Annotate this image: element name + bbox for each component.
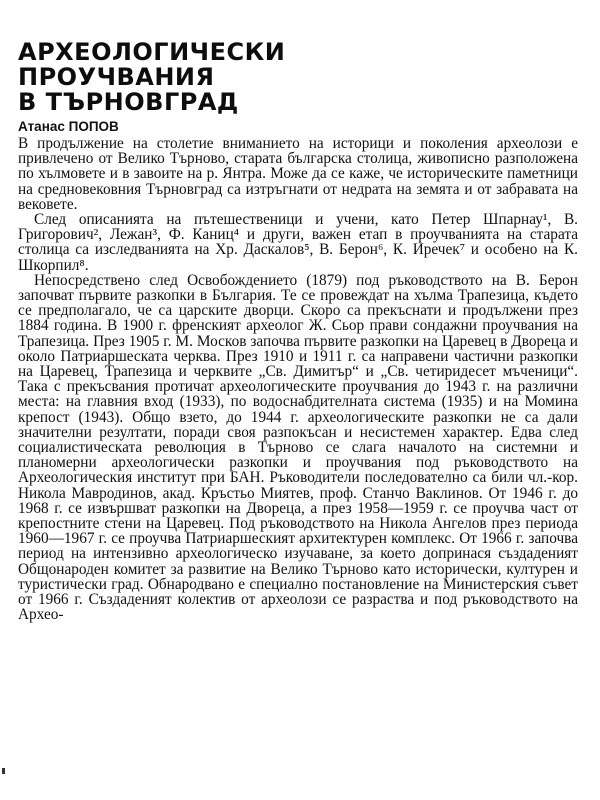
article — [18, 40, 578, 623]
title-line-2: ПРОУЧВАНИЯ — [18, 63, 215, 91]
paragraph-excavations: Непосредствено след Освобождението (1879) под ръководството на В. Берон започват първите разкопки в България. Те се провеждат на хълма Трапезица, където се предполагало, че са царските дворци. Скоро са прекъснати и продължени през 1884 година. В 1900 г. френският археолог Ж. Сьор прави сондажни проучвания на Трапезица. През 1905 г. М. Москов започва първите разкопки на Царевец в Двореца и около Патриаршеската черква. През 1910 и 1911 г. са направени частични разкопки на Царевец, Трапезица и черквите „Св. Димитър“ и „Св. четиридесет мъченици“. Така с прекъсвания протичат археологическите проучвания до 1943 г. на различни места: на главния вход (1933), по водоснабдителната система (1935) и на Момина крепост (1943). Общо взето, до 1944 г. археологическите разкопки не са дали значителни резултати, поради своя разпокъсан и несистемен характер. Едва след социалистическата революция в Търново се слага началото на системни и планомерни археологически разкопки и проучвания под ръководството на Археологическия институт при БАН. Ръководители последователно са били чл.-кор. Никола Мавродинов, акад. Кръстьо Миятев, проф. Станчо Ваклинов. От 1946 г. до 1968 г. се извършват разкопки на Двореца, а през 1958—1959 г. се проучва част от крепостните стени на Царевец. Под ръководството на Никола Ангелов през периода 1960—1967 г. се проучва Патриаршеският архитектурен комплекс. От 1966 г. започва период на интензивно археологическо изучаване, за което допринася създаденият Общонароден комитет за развитие на Велико Търново като исторически, културен и туристически град. Обнародвано е специално постановление на Министерския съвет от 1966 г. Създаденият колектив от археолози се разраства и под ръководството на Архео- — [18, 271, 578, 624]
scan-edge-mark — [2, 768, 5, 774]
title-line-1: АРХЕОЛОГИЧЕСКИ — [18, 38, 286, 66]
author-byline: Атанас ПОПОВ — [18, 119, 119, 134]
paragraph-intro: В продължение на столетие вниманието на историци и поколения археолози е привлечено от Велико Търново, старата българска столица, живописно разположена по хълмовете и в завоите на р. Янтра. Може да се каже, че историческите паметници на средновековния Търновград са изтръгнати от недрата на земята и от забравата на вековете. — [18, 135, 578, 213]
article-body — [18, 136, 578, 623]
paragraph-travelers: След описанията на пътешественици и учени, като Петер Шпарнау¹, В. Григорович², Лежан³, Ф. Каниц⁴ и други, важен етап в проучванията на старата столица са изследванията на Хр. Даскалов⁵, В. Берон⁶, К. Иречек⁷ и особено на К. Шкорпил⁸. — [18, 211, 578, 274]
article-title — [18, 40, 578, 115]
title-line-3: В ТЪРНОВГРАД — [18, 88, 239, 116]
